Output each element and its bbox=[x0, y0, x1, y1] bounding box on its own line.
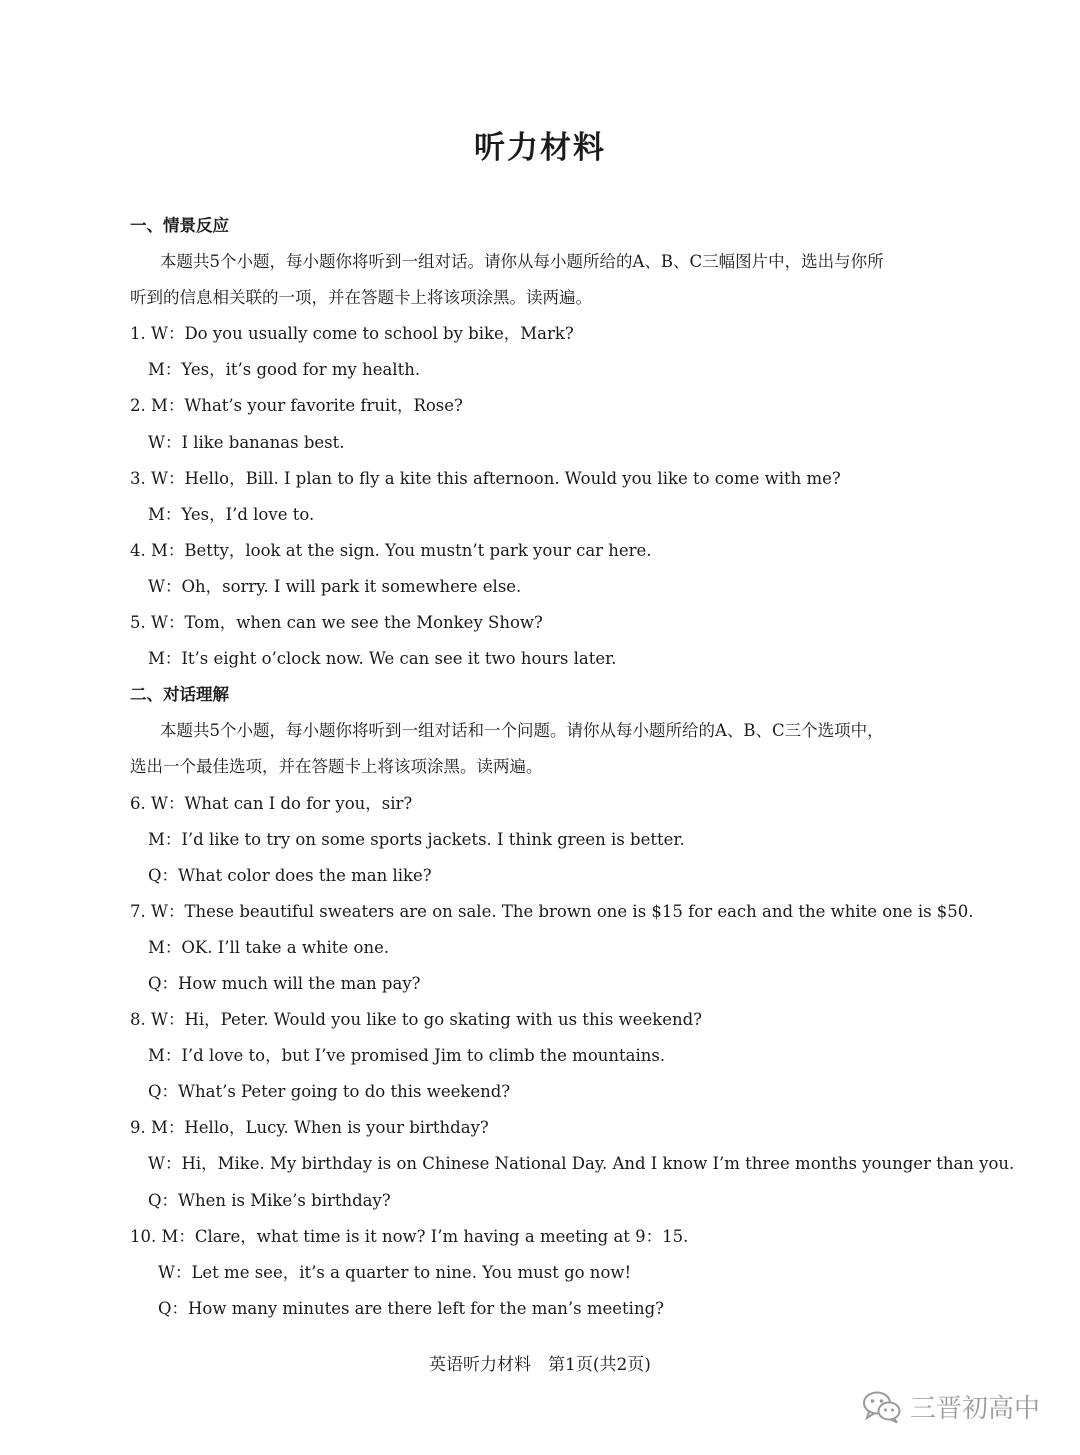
watermark bbox=[862, 1388, 1040, 1425]
wechat-icon bbox=[862, 1390, 902, 1424]
dialogue-question: Q：How many minutes are there left for the man’s meeting? bbox=[158, 1298, 664, 1318]
dialogue-line: 1. W：Do you usually come to school by bike，Mark? bbox=[130, 324, 574, 344]
dialogue-line: 5. W：Tom，when can we see the Monkey Show? bbox=[130, 613, 543, 633]
dialogue-question: Q：When is Mike’s birthday? bbox=[148, 1190, 391, 1210]
dialogue-reply: M：It’s eight o’clock now. We can see it two hours later. bbox=[148, 649, 617, 669]
dialogue-line: 10. M：Clare，what time is it now? I’m having a meeting at 9：15. bbox=[130, 1226, 689, 1246]
section-2-instructions: 选出一个最佳选项，并在答题卡上将该项涂黑。读两遍。 bbox=[130, 757, 543, 777]
dialogue-line: 7. W：These beautiful sweaters are on sale. The brown one is $15 for each and the white one is $50. bbox=[130, 901, 974, 921]
section-heading-2: 二、对话理解 bbox=[130, 685, 229, 705]
section-heading-1: 一、情景反应 bbox=[130, 216, 229, 235]
dialogue-line: 9. M：Hello，Lucy. When is your birthday? bbox=[130, 1118, 489, 1138]
dialogue-reply: W：I like bananas best. bbox=[148, 432, 345, 452]
dialogue-reply: M：Yes，I’d love to. bbox=[148, 504, 315, 524]
section-2-instructions: 本题共5个小题，每小题你将听到一组对话和一个问题。请你从每小题所给的A、B、C三个选项中， bbox=[160, 721, 884, 741]
section-1-instructions: 听到的信息相关联的一项，并在答题卡上将该项涂黑。读两遍。 bbox=[130, 288, 592, 308]
dialogue-reply: W：Let me see，it’s a quarter to nine. You must go now! bbox=[158, 1262, 632, 1282]
dialogue-line: 4. M：Betty，look at the sign. You mustn’t park your car here. bbox=[130, 540, 652, 560]
page-title: 听力材料 bbox=[474, 130, 606, 166]
dialogue-question: Q：What color does the man like? bbox=[148, 865, 432, 885]
dialogue-reply: M：I’d love to，but I’ve promised Jim to climb the mountains. bbox=[148, 1046, 666, 1066]
dialogue-line: 2. M：What’s your favorite fruit，Rose? bbox=[130, 396, 463, 416]
dialogue-reply: M：Yes，it’s good for my health. bbox=[148, 360, 421, 380]
dialogue-reply: W：Oh，sorry. I will park it somewhere else. bbox=[148, 576, 522, 596]
dialogue-line: 3. W：Hello，Bill. I plan to fly a kite this afternoon. Would you like to come with me? bbox=[130, 468, 841, 488]
section-1-instructions: 本题共5个小题，每小题你将听到一组对话。请你从每小题所给的A、B、C三幅图片中，选出与你所 bbox=[160, 252, 884, 272]
page-footer: 英语听力材料 第1页(共2页) bbox=[429, 1355, 651, 1375]
dialogue-line: 8. W：Hi，Peter. Would you like to go skating with us this weekend? bbox=[130, 1010, 703, 1030]
dialogue-reply: M：OK. I’ll take a white one. bbox=[148, 937, 390, 957]
dialogue-question: Q：What’s Peter going to do this weekend? bbox=[148, 1082, 511, 1102]
dialogue-reply: W：Hi，Mike. My birthday is on Chinese National Day. And I know I’m three months younger than you. bbox=[148, 1154, 1015, 1174]
dialogue-question: Q：How much will the man pay? bbox=[148, 973, 421, 993]
watermark-text: 三晋初高中 bbox=[910, 1394, 1041, 1424]
dialogue-reply: M：I’d like to try on some sports jackets. I think green is better. bbox=[148, 829, 685, 849]
dialogue-line: 6. W：What can I do for you，sir? bbox=[130, 793, 413, 813]
listening-material bbox=[130, 208, 1015, 1327]
